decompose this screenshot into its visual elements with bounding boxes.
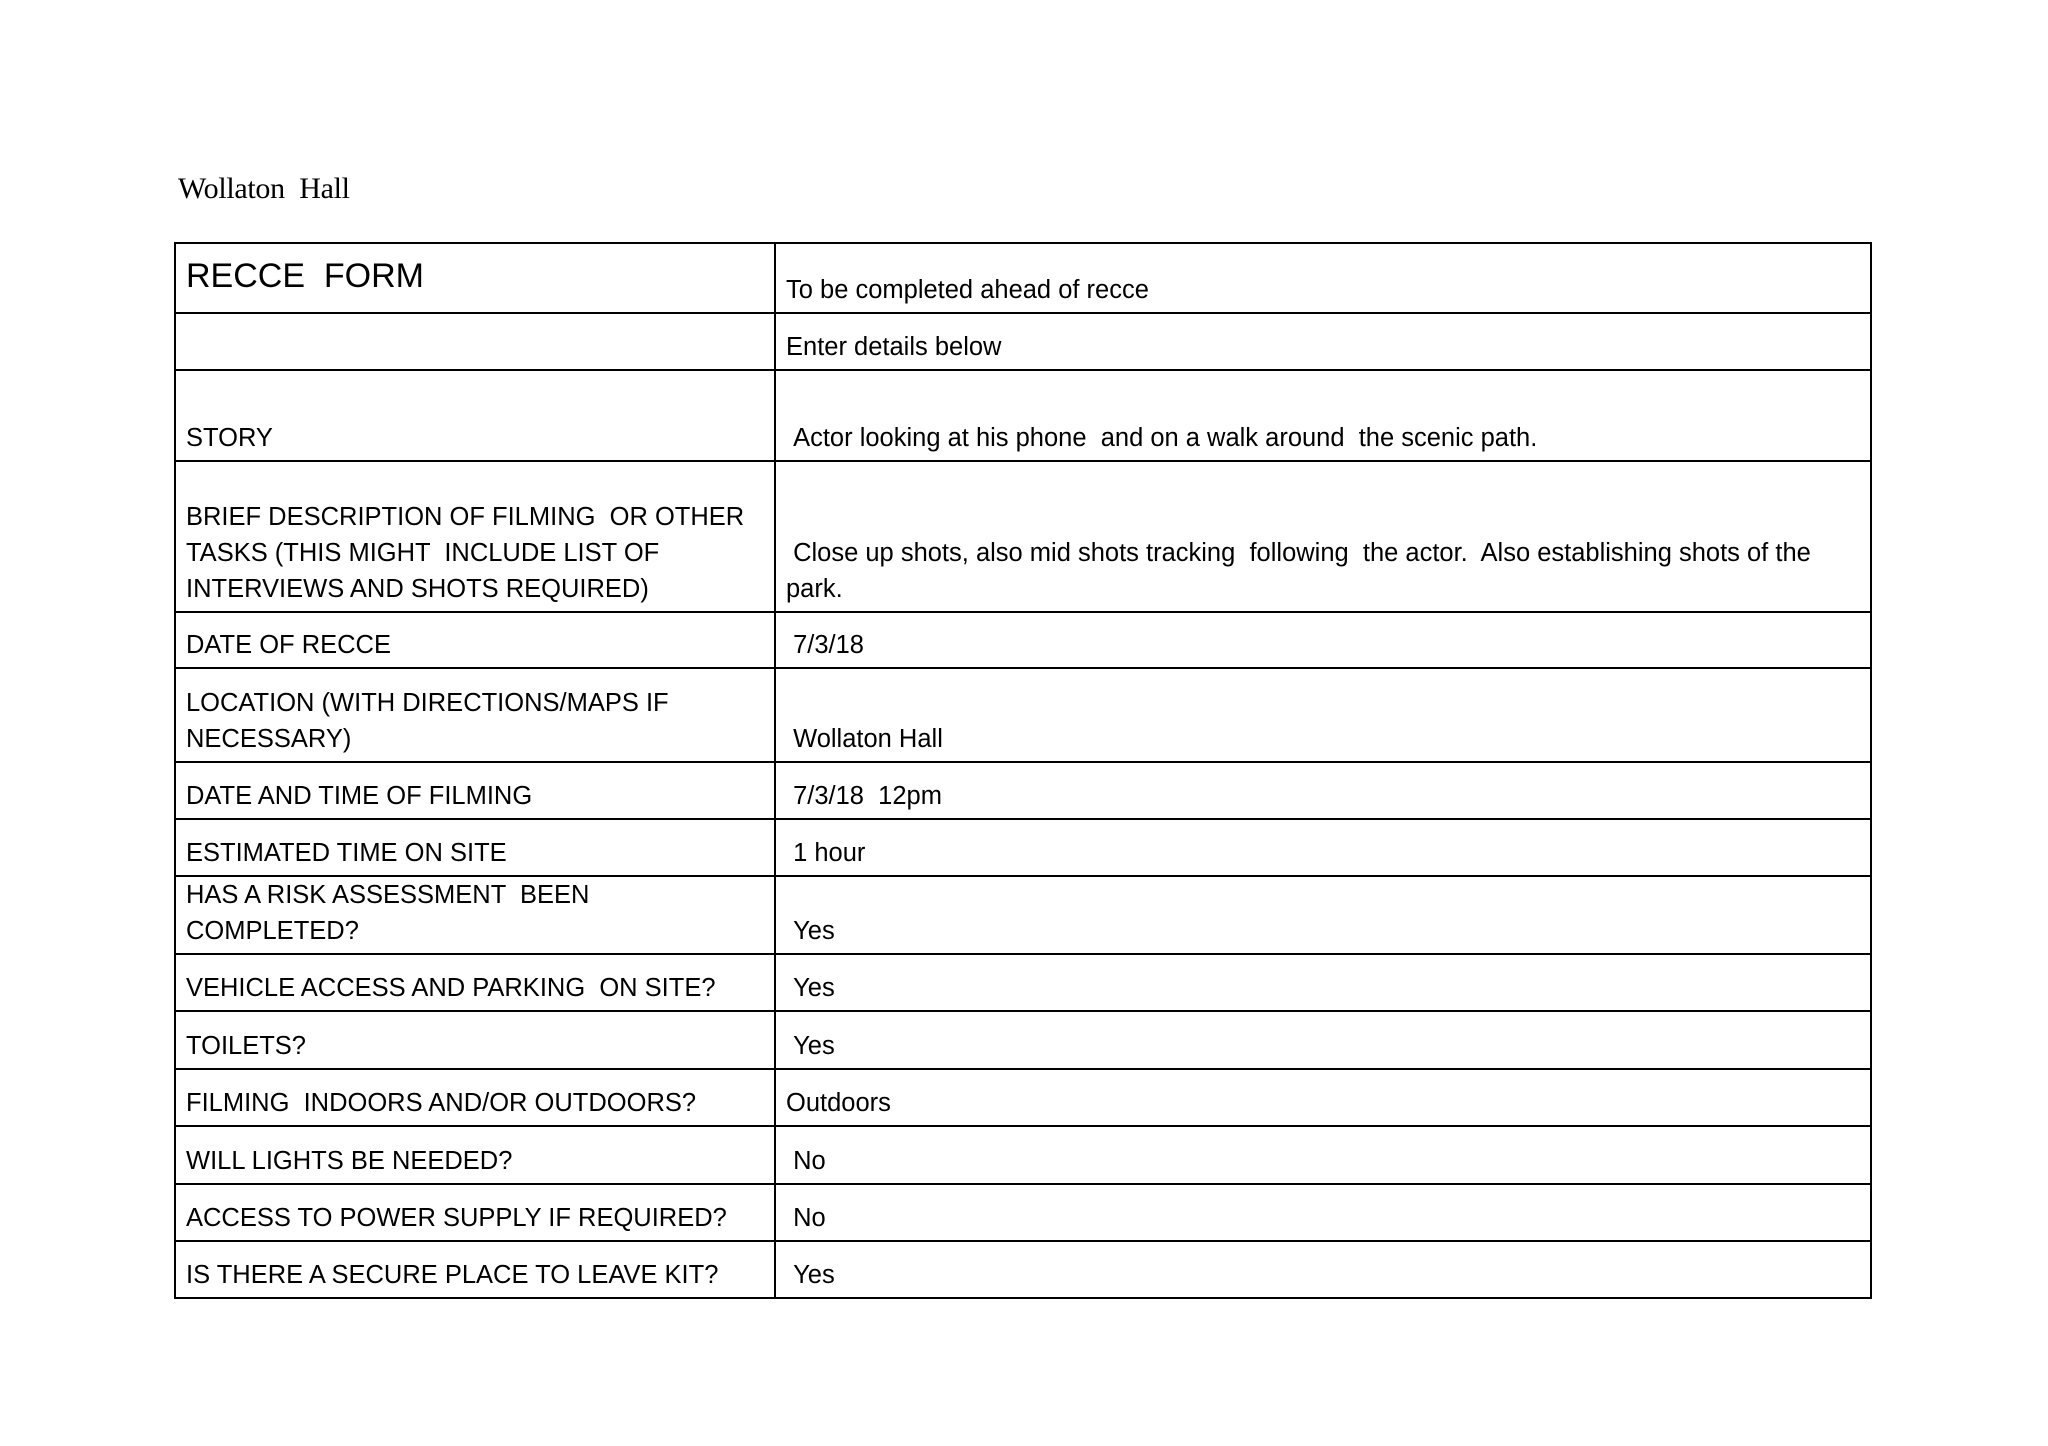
- field-label: BRIEF DESCRIPTION OF FILMING OR OTHER TASKS (THIS MIGHT INCLUDE LIST OF INTERVIEWS AND SHOTS REQUIRED): [175, 461, 775, 612]
- table-row: [175, 1241, 1871, 1298]
- field-label: HAS A RISK ASSESSMENT BEEN COMPLETED?: [175, 876, 775, 954]
- field-label: FILMING INDOORS AND/OR OUTDOORS?: [175, 1069, 775, 1126]
- field-label: VEHICLE ACCESS AND PARKING ON SITE?: [175, 954, 775, 1011]
- table-row: [175, 1126, 1871, 1184]
- field-value: Yes: [775, 876, 1871, 954]
- field-label: LOCATION (WITH DIRECTIONS/MAPS IF NECESSARY): [175, 668, 775, 762]
- form-title-note: To be completed ahead of recce: [775, 243, 1871, 313]
- table-row: [175, 762, 1871, 819]
- field-label: ESTIMATED TIME ON SITE: [175, 819, 775, 876]
- table-row: [175, 612, 1871, 668]
- field-label: IS THERE A SECURE PLACE TO LEAVE KIT?: [175, 1241, 775, 1298]
- table-row: [175, 1069, 1871, 1126]
- field-label: DATE OF RECCE: [175, 612, 775, 668]
- table-row: [175, 461, 1871, 612]
- recce-form-table: [174, 242, 1872, 1299]
- field-value: Outdoors: [775, 1069, 1871, 1126]
- table-row: [175, 1184, 1871, 1241]
- table-row: [175, 370, 1871, 461]
- field-value: Yes: [775, 1011, 1871, 1069]
- form-title-row: [175, 243, 1871, 313]
- field-value: 7/3/18: [775, 612, 1871, 668]
- form-instruction: Enter details below: [775, 313, 1871, 370]
- table-row: [175, 819, 1871, 876]
- document-heading: Wollaton Hall: [178, 172, 350, 205]
- field-value: Actor looking at his phone and on a walk around the scenic path.: [775, 370, 1871, 461]
- field-label: WILL LIGHTS BE NEEDED?: [175, 1126, 775, 1184]
- field-value: Yes: [775, 1241, 1871, 1298]
- field-value: Close up shots, also mid shots tracking following the actor. Also establishing shots of the park.: [775, 461, 1871, 612]
- field-value: Yes: [775, 954, 1871, 1011]
- field-label: ACCESS TO POWER SUPPLY IF REQUIRED?: [175, 1184, 775, 1241]
- form-instruction-row: [175, 313, 1871, 370]
- field-label: DATE AND TIME OF FILMING: [175, 762, 775, 819]
- table-row: [175, 954, 1871, 1011]
- form-title: RECCE FORM: [175, 243, 775, 313]
- table-row: [175, 1011, 1871, 1069]
- field-value: No: [775, 1184, 1871, 1241]
- empty-label-cell: [175, 313, 775, 370]
- field-label: TOILETS?: [175, 1011, 775, 1069]
- field-value: 1 hour: [775, 819, 1871, 876]
- table-row: [175, 668, 1871, 762]
- field-value: Wollaton Hall: [775, 668, 1871, 762]
- field-label: STORY: [175, 370, 775, 461]
- table-row: [175, 876, 1871, 954]
- field-value: No: [775, 1126, 1871, 1184]
- field-value: 7/3/18 12pm: [775, 762, 1871, 819]
